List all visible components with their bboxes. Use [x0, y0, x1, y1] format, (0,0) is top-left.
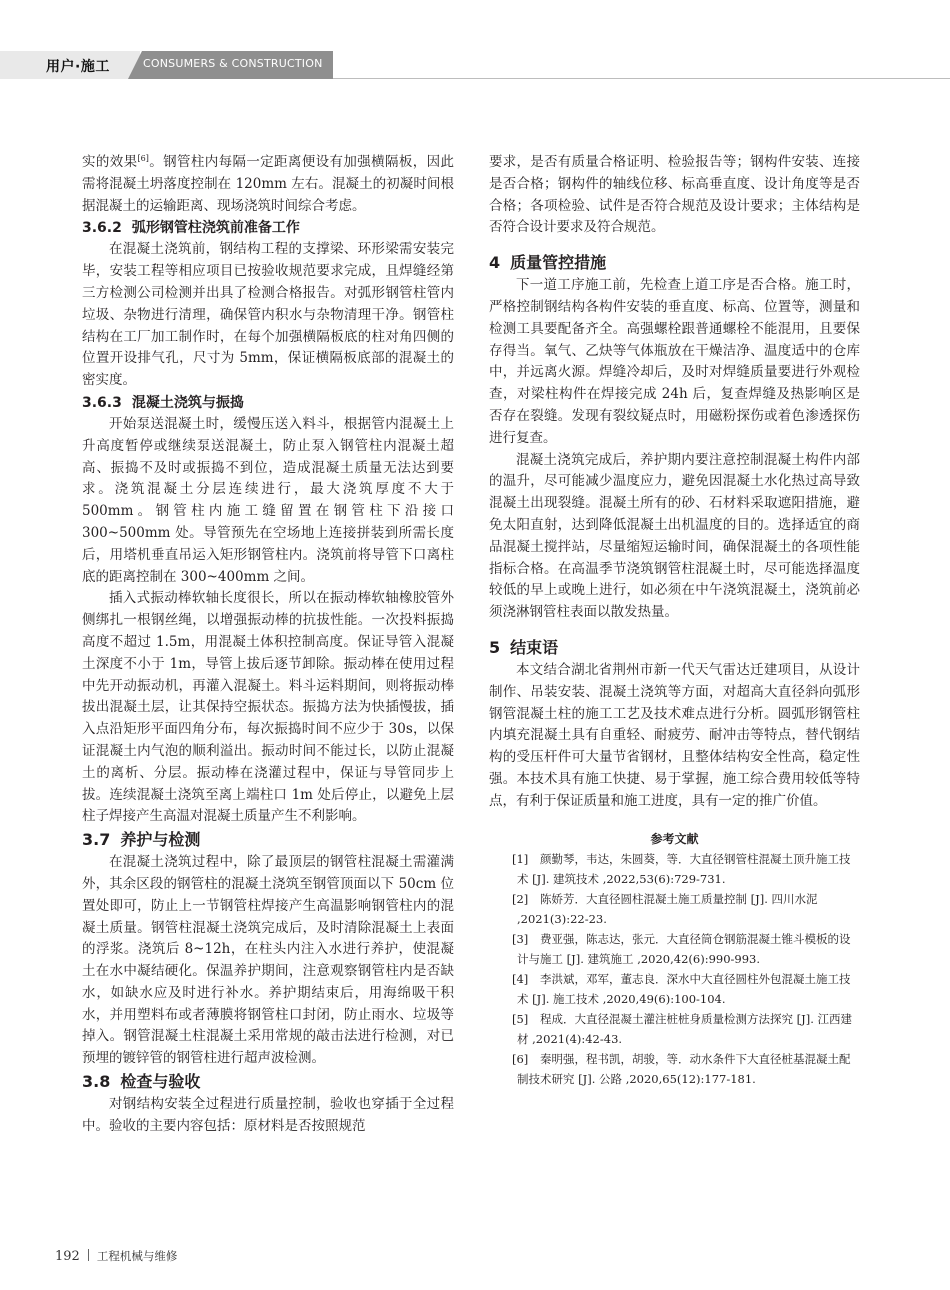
journal-name: 工程机械与维修 [96, 1249, 178, 1263]
paragraph: 在混凝土浇筑前，钢结构工程的支撑梁、环形梁需安装完毕，安装工程等相应项目已按验收规范要求完成，且焊缝经第三方检测公司检测并出具了检测合格报告。对弧形钢管柱管内垃圾、杂物进行清理，确保管内积水与杂物清理干净。钢管柱结构在工厂加工制作时，在每个加强横隔板底的柱对角四侧的位置开设排气孔，尺寸为 5mm，保证横隔板底部的混凝土的密实度。 [82, 241, 454, 389]
page-footer [55, 1248, 177, 1264]
paragraph: 插入式振动棒软轴长度很长，所以在振动棒软轴橡胶管外侧绑扎一根钢丝绳，以增强振动棒的抗拔性能。一次投料振捣高度不超过 1.5m，用混凝土体积控制高度。保证导管入混凝土深度不小于 1m，导管上拔后逐节卸除。振动棒在使用过程中先开动振动机，再灌入混凝土。料斗运料期间，则将振动棒拔出混凝土层，让其保持空振状态。振捣方法为快插慢拔，插入点沿矩形平面四角分布，每次振捣时间不应少于 30s，以保证混凝土内气泡的顺利溢出。振动时间不能过长，以防止混凝土的离析、分层。振动棒在浇灌过程中，保证与导管同步上拔。连续混凝土浇筑至离上端柱口 1m 处后停止，以避免上层柱子焊接产生高温对混凝土质量产生不利影响。 [82, 590, 454, 825]
paragraph: 本文结合湖北省荆州市新一代天气雷达迁建项目，从设计制作、吊装安装、混凝土浇筑等方面，对超高大直径斜向弧形钢管混凝土柱的施工工艺及技术难点进行分析。圆弧形钢管柱内填充混凝土具有自重轻、耐疲劳、耐冲击等特点，替代钢结构的受压杆件可大量节省钢材，且整体结构安全性高，稳定性强。本技术具有施工快捷、易于掌握，施工综合费用较低等特点，有利于保证质量和施工进度，具有一定的推广价值。 [489, 661, 860, 809]
references-title: 参考文献 [650, 831, 699, 846]
reference-item: [4] 李洪斌，邓军，董志良．深水中大直径圆柱外包混凝土施工技术 [J]. 施工技术 ,2020,49(6):100-104. [512, 971, 851, 1006]
footer-divider [88, 1249, 89, 1261]
section-heading-3-6-2: 3.6.2 弧形钢管柱浇筑前准备工作 [82, 220, 300, 237]
section-heading-3-6-3: 3.6.3 混凝土浇筑与振捣 [82, 394, 244, 411]
citation: [6] [137, 154, 149, 163]
page-number: 192 [55, 1249, 80, 1264]
reference-item: [5] 程成．大直径混凝土灌注桩桩身质量检测方法探究 [J]. 江西建材 ,2021(4):42-43. [512, 1011, 853, 1046]
reference-item: [6] 秦明强，程书凯，胡骏，等．动水条件下大直径桩基混凝土配制技术研究 [J]. 公路 ,2020,65(12):177-181. [512, 1051, 851, 1086]
paragraph: 对钢结构安装全过程进行质量控制，验收也穿插于全过程中。验收的主要内容包括：原材料是否按照规范 [82, 1096, 454, 1134]
header-rule [333, 78, 950, 79]
section-heading-3-7: 3.7 养护与检测 [82, 830, 201, 850]
paragraph: 混凝土浇筑完成后，养护期内要注意控制混凝土构件内部的温升，尽可能减少温度应力，避免因混凝土水化热过高导致混凝土出现裂缝。混凝土所有的砂、石材料采取遮阳措施，避免太阳直射，达到降低混凝土出机温度的目的。选择适宜的商品混凝土搅拌站，尽量缩短运输时间，确保混凝土的各项性能指标合格。在高温季节浇筑钢管柱混凝土时，尽可能选择温度较低的早上或晚上进行，如必须在中午浇筑混凝土，浇筑前必须浇淋钢管柱表面以散发热量。 [489, 451, 860, 621]
paragraph: 在混凝土浇筑过程中，除了最顶层的钢管柱混凝土需灌满外，其余区段的钢管柱的混凝土浇筑至钢管顶面以下 50cm 位置处即可，防止上一节钢管柱焊接产生高温影响钢管柱内的混凝土质量。钢管柱混凝土浇筑完成后，及时清除混凝土上表面的浮浆。浇筑后 8~12h，在柱头内注入水进行养护，使混凝土在水中凝结硬化。保温养护期间，注意观察钢管柱内是否缺水，如缺水应及时进行补水。养护期结束后，用海绵吸干积水，并用塑料布或者薄膜将钢管柱口封闭，防止雨水、垃圾等掉入。钢管混凝土柱混凝土采用常规的敲击法进行检测，对已预埋的镀锌管的钢管柱进行超声波检测。 [82, 854, 454, 1067]
reference-item: [1] 颜勤琴，韦达，朱圆葵，等．大直径钢管柱混凝土顶升施工技术 [J]. 建筑技术 ,2022,53(6):729-731. [512, 851, 851, 886]
header-section-title: 用户·施工 [46, 59, 110, 75]
left-column [82, 152, 454, 1138]
right-column [489, 152, 860, 1089]
paragraph: 要求，是否有质量合格证明、检验报告等；钢构件安装、连接是否合格；钢构件的轴线位移、标高垂直度、设计角度等是否合格；各项检验、试件是否符合规范及设计要求；主体结构是否符合设计要求及符合规范。 [489, 154, 860, 236]
header-section-en: CONSUMERS & CONSTRUCTION [143, 57, 323, 70]
reference-item: [2] 陈娇芳．大直径圆柱混凝土施工质量控制 [J]. 四川水泥 ,2021(3):22-23. [512, 891, 818, 926]
paragraph: 下一道工序施工前，先检查上道工序是否合格。施工时，严格控制钢结构各构件安装的垂直度、标高、位置等，测量和检测工具要配备齐全。高强螺栓跟普通螺栓不能混用，且要保存得当。氧气、乙炔等气体瓶放在干燥洁净、温度适中的仓库中，并远离火源。焊缝冷却后，及时对焊缝质量要进行外观检查，对梁柱构件在焊接完成 24h 后，复查焊缝及热影响区是否存在裂缝。发现有裂纹疑点时，用磁粉探伤或着色渗透探伤进行复查。 [489, 277, 860, 446]
section-heading-3-8: 3.8 检查与验收 [82, 1072, 201, 1092]
paragraph: 开始泵送混凝土时，缓慢压送入料斗，根据管内混凝土上升高度暂停或继续泵送混凝土，防止泵入钢管柱内混凝土超高、振捣不及时或振捣不到位，造成混凝土质量无法达到要求。浇筑混凝土分层连续进行，最大浇筑厚度不大于 500mm。钢管柱内施工缝留置在钢管柱下沿接口 300~500mm 处。导管预先在空场地上连接拼装到所需长度后，用塔机垂直吊运入矩形钢管柱内。浇筑前将导管下口离柱底的距离控制在 300~400mm 之间。 [82, 415, 454, 585]
reference-list [489, 849, 860, 1089]
reference-item: [3] 费亚强，陈志达，张元．大直径筒仓钢筋混凝土锥斗模板的设计与施工 [J]. 建筑施工 ,2020,42(6):990-993. [512, 931, 851, 966]
page-header [0, 47, 950, 83]
section-heading-4: 4 质量管控措施 [489, 253, 607, 273]
paragraph: 实的效果[6]。钢管柱内每隔一定距离便设有加强横隔板，因此需将混凝土坍落度控制在 120mm 左右。混凝土的初凝时间根据混凝土的运输距离、现场浇筑时间综合考虑。 [82, 154, 455, 214]
section-heading-5: 5 结束语 [489, 637, 559, 657]
